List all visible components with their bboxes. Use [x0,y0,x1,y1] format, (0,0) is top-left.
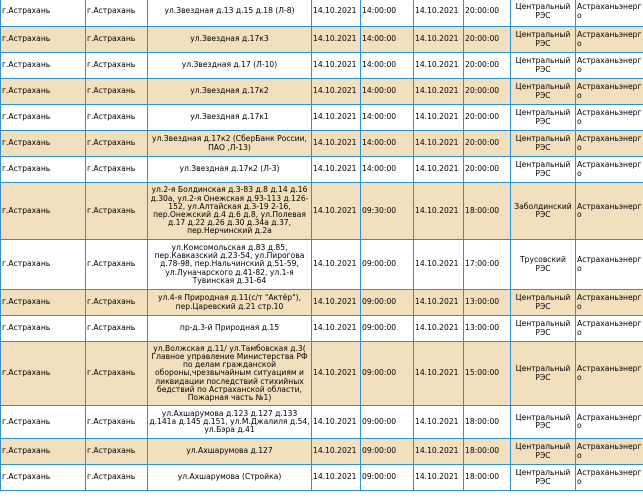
cell-date-end: 14.10.2021 [414,316,464,342]
cell-org: Астраханьэнерго [576,183,643,240]
cell-time-start: 09:00:00 [361,316,414,342]
cell-region: г.Астрахань [1,0,86,27]
table-row [1,290,643,316]
cell-city: г.Астрахань [86,183,148,240]
table-row [1,131,643,157]
cell-time-start: 09:00:00 [361,342,414,406]
cell-time-end: 20:00:00 [464,105,511,131]
cell-org: Астраханьэнерго [576,439,643,465]
cell-address: ул.Звездная д.13 д.15 д.18 (Л-8) [148,0,312,27]
cell-res: Центральный РЭС [511,27,576,53]
cell-address: ул.Комсомольская д.83 д.85, пер.Кавказский д.23-54, ул.Пирогова д.78-98, пер.Нальчинский д.51-59, ул.Луначарского д.41-82, ул.1-я Тувинская д.31-64 [148,240,312,290]
cell-res: Центральный РЭС [511,290,576,316]
cell-time-start: 09:00:00 [361,406,414,439]
cell-org: Астраханьэнерго [576,131,643,157]
cell-address: ул.2-я Болдинская д.3-83 д.8 д.14 д.16 д.30а, ул.2-я Онежская д.93-113 д.126-152, ул.Алтайская д.3-19 2-16, пер.Онежский д.4 д.6 д.8, ул.Полевая д.17 д.22 д.26 д.30 д.34а д.37, пер.Нерчинский д.2а [148,183,312,240]
cell-date-end: 14.10.2021 [414,342,464,406]
cell-time-start: 14:00:00 [361,131,414,157]
cell-city: г.Астрахань [86,342,148,406]
cell-city: г.Астрахань [86,27,148,53]
cell-res: Центральный РЭС [511,342,576,406]
cell-res: Заболдинский РЭС [511,183,576,240]
cell-date-start: 14.10.2021 [312,342,361,406]
cell-date-start: 14.10.2021 [312,465,361,491]
cell-city: г.Астрахань [86,316,148,342]
cell-date-end: 14.10.2021 [414,290,464,316]
cell-res: Центральный РЭС [511,316,576,342]
table-row [1,240,643,290]
table-row [1,439,643,465]
cell-time-start: 14:00:00 [361,53,414,79]
cell-time-end: 15:00:00 [464,342,511,406]
cell-region: г.Астрахань [1,465,86,491]
table-row [1,79,643,105]
cell-org: Астраханьэнерго [576,465,643,491]
cell-time-start: 14:00:00 [361,157,414,183]
cell-date-end: 14.10.2021 [414,79,464,105]
cell-date-start: 14.10.2021 [312,183,361,240]
cell-region: г.Астрахань [1,240,86,290]
cell-org: Астраханьэнерго [576,79,643,105]
cell-time-end: 13:00:00 [464,290,511,316]
cell-address: ул.Ахшарумова (Стройка) [148,465,312,491]
cell-res: Центральный РЭС [511,79,576,105]
table-row [1,183,643,240]
cell-date-end: 14.10.2021 [414,439,464,465]
cell-time-start: 14:00:00 [361,27,414,53]
cell-time-end: 13:00:00 [464,316,511,342]
cell-time-end: 20:00:00 [464,79,511,105]
cell-address: ул.Ахшарумова д.123 д.127 д.133 д.141а д.145 д.151, ул.М.Джалиля д.54, ул.Бэра д.41 [148,406,312,439]
cell-time-start: 09:00:00 [361,465,414,491]
cell-date-start: 14.10.2021 [312,439,361,465]
cell-date-start: 14.10.2021 [312,240,361,290]
cell-region: г.Астрахань [1,53,86,79]
cell-time-end: 17:00:00 [464,240,511,290]
cell-date-end: 14.10.2021 [414,27,464,53]
table-row [1,53,643,79]
cell-address: ул.Звездная д.17к1 [148,105,312,131]
cell-res: Центральный РЭС [511,439,576,465]
table-row [1,465,643,491]
cell-res: Центральный РЭС [511,131,576,157]
cell-address: ул.4-я Природная д.11(с/т "Актёр"), пер.Царевский д.21 стр.10 [148,290,312,316]
cell-region: г.Астрахань [1,290,86,316]
cell-time-end: 18:00:00 [464,183,511,240]
cell-address: ул.Ахшарумова д.127 [148,439,312,465]
cell-date-start: 14.10.2021 [312,406,361,439]
cell-time-end: 20:00:00 [464,131,511,157]
cell-address: ул.Волжская д.11/ ул.Тамбовская д.3( Главное управление Министерства РФ по делам гражданской обороны,чрезвычайным ситуациям и ликвидации последствий стихийных бедствий по Астраханской области, Пожарная часть №1) [148,342,312,406]
cell-date-start: 14.10.2021 [312,27,361,53]
cell-date-end: 14.10.2021 [414,131,464,157]
cell-time-start: 09:00:00 [361,290,414,316]
cell-address: ул.Звездная д.17 (Л-10) [148,53,312,79]
cell-region: г.Астрахань [1,183,86,240]
cell-time-start: 14:00:00 [361,105,414,131]
cell-res: Центральный РЭС [511,465,576,491]
cell-time-start: 14:00:00 [361,0,414,27]
cell-res: Центральный РЭС [511,105,576,131]
cell-address: ул.Звездная д.17к2 (Л-3) [148,157,312,183]
cell-date-end: 14.10.2021 [414,53,464,79]
cell-region: г.Астрахань [1,316,86,342]
cell-time-end: 20:00:00 [464,157,511,183]
cell-time-end: 20:00:00 [464,53,511,79]
cell-time-end: 20:00:00 [464,0,511,27]
cell-org: Астраханьэнерго [576,105,643,131]
cell-region: г.Астрахань [1,79,86,105]
table-row [1,105,643,131]
cell-org: Астраханьэнерго [576,157,643,183]
cell-res: Центральный РЭС [511,0,576,27]
cell-region: г.Астрахань [1,27,86,53]
cell-org: Астраханьэнерго [576,316,643,342]
cell-address: ул.Звездная д.17к3 [148,27,312,53]
cell-address: пр-д.3-й Природная д.15 [148,316,312,342]
cell-city: г.Астрахань [86,131,148,157]
cell-org: Астраханьэнерго [576,406,643,439]
cell-time-start: 14:00:00 [361,79,414,105]
cell-region: г.Астрахань [1,342,86,406]
cell-date-start: 14.10.2021 [312,0,361,27]
cell-time-end: 18:00:00 [464,406,511,439]
cell-time-end: 18:00:00 [464,465,511,491]
cell-date-end: 14.10.2021 [414,105,464,131]
cell-city: г.Астрахань [86,439,148,465]
cell-city: г.Астрахань [86,465,148,491]
cell-res: Трусовский РЭС [511,240,576,290]
cell-city: г.Астрахань [86,0,148,27]
cell-city: г.Астрахань [86,406,148,439]
cell-address: ул.Звездная д.17к2 (СберБанк России, ПАО ,Л-13) [148,131,312,157]
cell-time-end: 20:00:00 [464,27,511,53]
cell-org: Астраханьэнерго [576,240,643,290]
table-row [1,406,643,439]
table-row [1,0,643,27]
cell-res: Центральный РЭС [511,157,576,183]
cell-city: г.Астрахань [86,240,148,290]
cell-res: Центральный РЭС [511,53,576,79]
cell-org: Астраханьэнерго [576,53,643,79]
table-row [1,316,643,342]
cell-date-end: 14.10.2021 [414,183,464,240]
cell-time-start: 09:30:00 [361,183,414,240]
cell-region: г.Астрахань [1,439,86,465]
cell-date-start: 14.10.2021 [312,290,361,316]
cell-date-end: 14.10.2021 [414,406,464,439]
table-row [1,342,643,406]
cell-date-start: 14.10.2021 [312,316,361,342]
cell-org: Астраханьэнерго [576,0,643,27]
cell-region: г.Астрахань [1,406,86,439]
cell-date-start: 14.10.2021 [312,79,361,105]
cell-date-end: 14.10.2021 [414,157,464,183]
cell-date-start: 14.10.2021 [312,157,361,183]
table-row [1,157,643,183]
cell-city: г.Астрахань [86,53,148,79]
cell-address: ул.Звездная д.17к2 [148,79,312,105]
cell-date-end: 14.10.2021 [414,240,464,290]
cell-date-end: 14.10.2021 [414,465,464,491]
cell-res: Центральный РЭС [511,406,576,439]
cell-date-end: 14.10.2021 [414,0,464,27]
cell-city: г.Астрахань [86,157,148,183]
cell-org: Астраханьэнерго [576,290,643,316]
cell-date-start: 14.10.2021 [312,105,361,131]
cell-city: г.Астрахань [86,290,148,316]
cell-time-start: 09:00:00 [361,439,414,465]
cell-date-start: 14.10.2021 [312,53,361,79]
cell-org: Астраханьэнерго [576,27,643,53]
cell-time-start: 09:00:00 [361,240,414,290]
cell-region: г.Астрахань [1,131,86,157]
cell-time-end: 18:00:00 [464,439,511,465]
cell-city: г.Астрахань [86,105,148,131]
cell-region: г.Астрахань [1,157,86,183]
cell-date-start: 14.10.2021 [312,131,361,157]
cell-city: г.Астрахань [86,79,148,105]
cell-org: Астраханьэнерго [576,342,643,406]
cell-region: г.Астрахань [1,105,86,131]
table-row [1,27,643,53]
